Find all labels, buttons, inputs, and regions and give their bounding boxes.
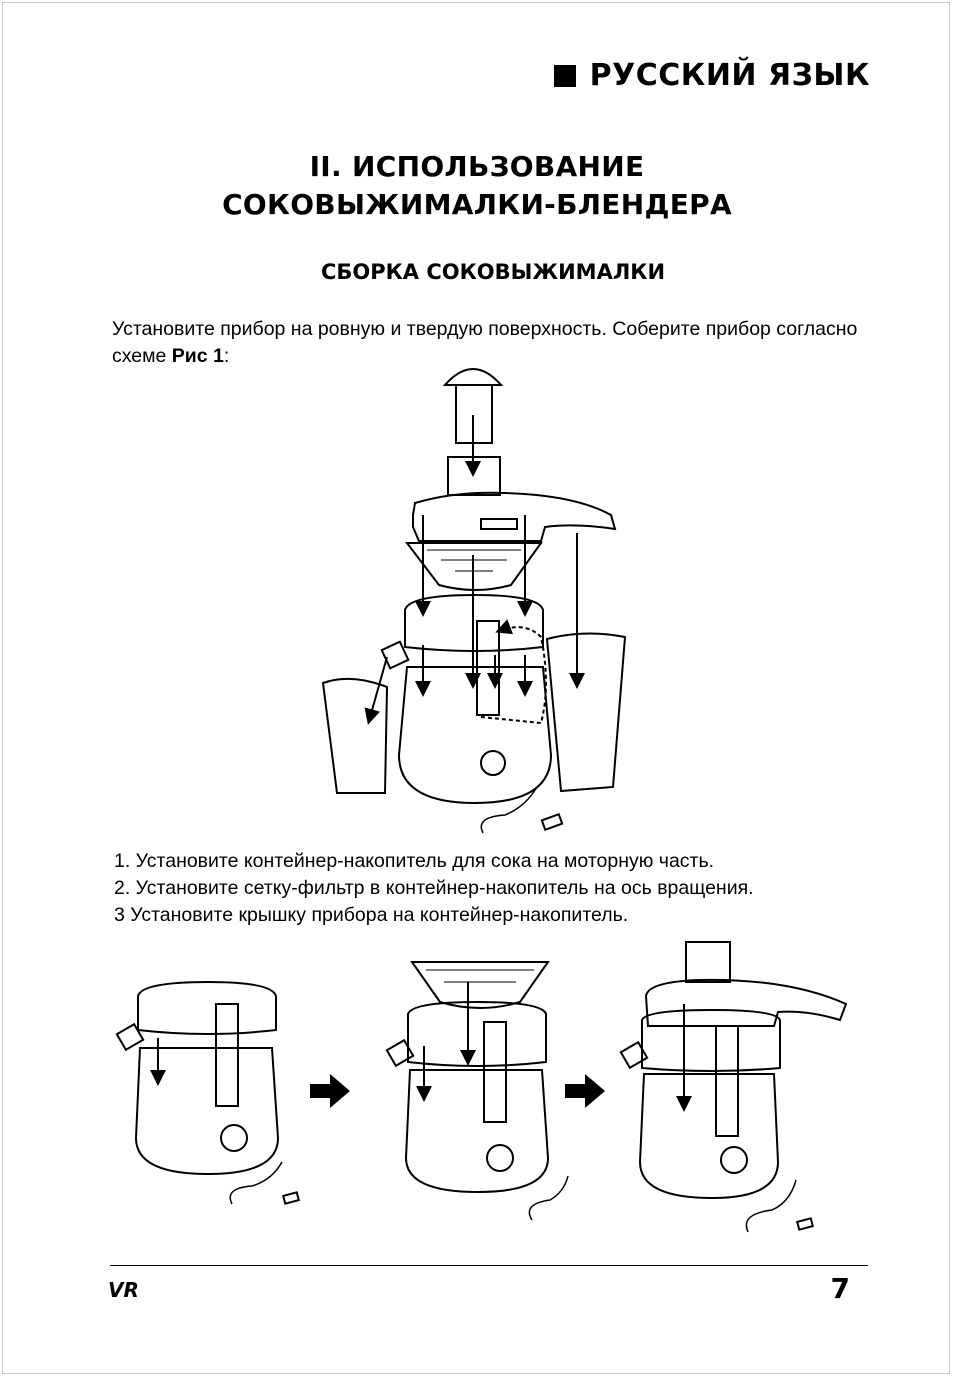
footer-rule [110,1265,868,1266]
pulp-container-shape [547,633,625,791]
step-3: 3 Установите крышку прибора на контейнер-накопитель. [114,904,629,926]
subsection-title: СБОРКА СОКОВЫЖИМАЛКИ [320,260,666,284]
motor-base-shape [399,667,551,803]
language-label: РУССКИЙ ЯЗЫК [589,58,870,93]
figure-reference: Рис 1 [171,345,224,367]
section-title [0,148,954,224]
step-2-illustration [382,952,572,1222]
lid-shape [413,493,615,541]
pusher-cap-shape [445,369,501,385]
step-3-illustration [618,940,848,1236]
speed-knob-shape [481,751,505,775]
brand-logo: VR [108,1278,139,1302]
step-1: 1. Установите контейнер-накопитель для сока на моторную часть. [114,850,715,872]
language-header [554,58,870,93]
arrow-right-icon [308,1072,352,1110]
bullet-square-icon [554,65,576,87]
page-number: 7 [830,1272,850,1305]
step-1-illustration [112,978,302,1218]
arrow-right-icon-2 [563,1072,607,1110]
steps-list [114,848,894,929]
intro-suffix: : [223,345,230,367]
assembly-exploded-diagram [315,355,640,840]
juice-jug-shape [323,679,387,793]
section-title-line1: II. ИСПОЛЬЗОВАНИЕ [309,150,645,183]
section-title-line2: СОКОВЫЖИМАЛКИ-БЛЕНДЕРА [222,188,732,221]
step-2: 2. Установите сетку-фильтр в контейнер-накопитель на ось вращения. [114,877,754,899]
intro-text: Установите прибор на ровную и твердую поверхность. Соберите прибор согласно схеме [112,318,858,367]
